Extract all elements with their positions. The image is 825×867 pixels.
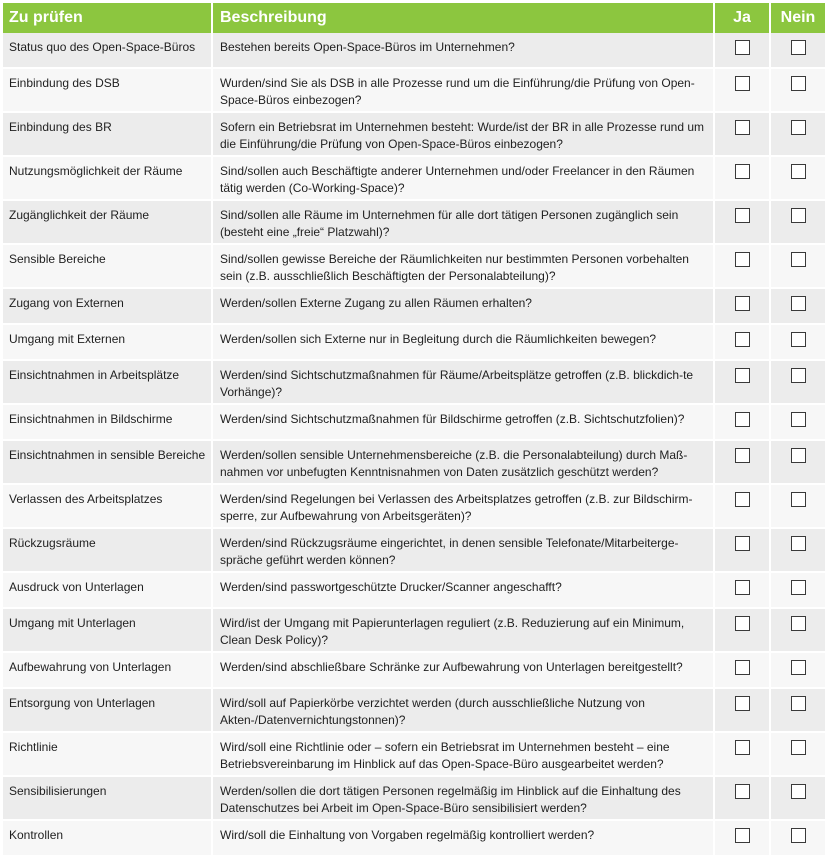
table-body: [3, 33, 825, 857]
yes-cell: [713, 69, 769, 111]
check-item-description: Werden/sollen sich Externe nur in Begleitung durch die Räumlichkeiten bewegen?: [211, 325, 713, 359]
yes-cell: [713, 573, 769, 607]
no-checkbox[interactable]: [791, 580, 806, 595]
table-row: [3, 69, 825, 113]
check-item-label: Zugänglichkeit der Räume: [9, 208, 150, 222]
yes-cell: [713, 777, 769, 819]
yes-checkbox[interactable]: [735, 536, 750, 551]
no-cell: [769, 441, 825, 483]
yes-checkbox[interactable]: [735, 580, 750, 595]
no-checkbox[interactable]: [791, 660, 806, 675]
table-row: [3, 485, 825, 529]
no-cell: [769, 69, 825, 111]
no-cell: [769, 245, 825, 287]
yes-cell: [713, 245, 769, 287]
yes-checkbox[interactable]: [735, 448, 750, 463]
table-row: [3, 573, 825, 609]
check-item-description: Werden/sind passwortgeschützte Drucker/Scanner angeschafft?: [211, 573, 713, 607]
no-checkbox[interactable]: [791, 252, 806, 267]
check-item-description: Wurden/sind Sie als DSB in alle Prozesse rund um die Einführung/die Prüfung von Open-Space-Büros einbezogen?: [211, 69, 713, 111]
yes-checkbox[interactable]: [735, 696, 750, 711]
check-item-label: Status quo des Open-Space-Büros: [9, 40, 196, 54]
table-row: [3, 777, 825, 821]
yes-cell: [713, 113, 769, 155]
no-checkbox[interactable]: [791, 40, 806, 55]
yes-cell: [713, 821, 769, 855]
yes-checkbox[interactable]: [735, 332, 750, 347]
check-item-label: Zugang von Externen: [9, 296, 124, 310]
table-row: [3, 653, 825, 689]
check-item-label: Sensible Bereiche: [9, 252, 106, 266]
no-checkbox[interactable]: [791, 448, 806, 463]
table-row: [3, 325, 825, 361]
check-item-description: Sind/sollen gewisse Bereiche der Räumlichkeiten nur bestimmten Personen vorbehalten sein (z.B. ausschließlich Beschäftigten der Personalabteilung)?: [211, 245, 713, 287]
yes-checkbox[interactable]: [735, 492, 750, 507]
no-cell: [769, 113, 825, 155]
yes-checkbox[interactable]: [735, 616, 750, 631]
check-item-label: Nutzungsmöglichkeit der Räume: [9, 164, 183, 178]
check-item-label: Aufbewahrung von Unterlagen: [9, 660, 172, 674]
no-cell: [769, 289, 825, 323]
table-header: [3, 3, 825, 33]
checklist-table: [3, 3, 825, 857]
check-item-description: Werden/sollen Externe Zugang zu allen Räumen erhalten?: [211, 289, 713, 323]
check-item-description: Wird/soll auf Papierkörbe verzichtet werden (durch ausschließliche Nutzung von Akten-/Datenvernichtungstonnen)?: [211, 689, 713, 731]
no-checkbox[interactable]: [791, 784, 806, 799]
check-item-label: Einbindung des DSB: [9, 76, 120, 90]
check-item-label: Einsichtnahmen in Arbeitsplätze: [9, 368, 180, 382]
yes-cell: [713, 157, 769, 199]
no-cell: [769, 573, 825, 607]
no-checkbox[interactable]: [791, 740, 806, 755]
table-row: [3, 113, 825, 157]
yes-checkbox[interactable]: [735, 76, 750, 91]
no-cell: [769, 653, 825, 687]
yes-cell: [713, 609, 769, 651]
yes-checkbox[interactable]: [735, 740, 750, 755]
yes-cell: [713, 289, 769, 323]
no-cell: [769, 361, 825, 403]
no-cell: [769, 529, 825, 571]
no-cell: [769, 777, 825, 819]
no-checkbox[interactable]: [791, 616, 806, 631]
no-checkbox[interactable]: [791, 164, 806, 179]
check-item-label: Entsorgung von Unterlagen: [9, 696, 156, 710]
check-item-description: Wird/soll eine Richtlinie oder – sofern ein Betriebsrat im Unternehmen besteht – eine Betriebsvereinbarung im Hinblick auf das Open-Space-Büro ausgearbeitet werden?: [211, 733, 713, 775]
no-checkbox[interactable]: [791, 536, 806, 551]
check-item-label: Verlassen des Arbeitsplatzes: [9, 492, 163, 506]
yes-checkbox[interactable]: [735, 660, 750, 675]
table-row: [3, 441, 825, 485]
check-item-label: Ausdruck von Unterlagen: [9, 580, 144, 594]
yes-cell: [713, 529, 769, 571]
table-row: [3, 821, 825, 857]
table-row: [3, 405, 825, 441]
yes-checkbox[interactable]: [735, 828, 750, 843]
no-checkbox[interactable]: [791, 412, 806, 427]
yes-cell: [713, 653, 769, 687]
table-row: [3, 609, 825, 653]
check-item-label: Rückzugsräume: [9, 536, 96, 550]
no-cell: [769, 405, 825, 439]
table-row: [3, 245, 825, 289]
header-check-column: Zu prüfen: [9, 9, 83, 26]
yes-checkbox[interactable]: [735, 296, 750, 311]
check-item-label: Sensibilisierungen: [9, 784, 107, 798]
yes-cell: [713, 201, 769, 243]
table-row: [3, 361, 825, 405]
no-checkbox[interactable]: [791, 828, 806, 843]
no-checkbox[interactable]: [791, 332, 806, 347]
check-item-description: Wird/soll die Einhaltung von Vorgaben regelmäßig kontrolliert werden?: [211, 821, 713, 855]
header-description-column: Beschreibung: [211, 3, 713, 33]
table-row: [3, 201, 825, 245]
check-item-description: Sind/sollen alle Räume im Unternehmen für alle dort tätigen Personen zugänglich sein (besteht eine „freie“ Platzwahl)?: [211, 201, 713, 243]
yes-cell: [713, 441, 769, 483]
header-no-column: Nein: [769, 3, 825, 33]
table-row: [3, 157, 825, 201]
yes-checkbox[interactable]: [735, 784, 750, 799]
check-item-description: Sofern ein Betriebsrat im Unternehmen besteht: Wurde/ist der BR in alle Prozesse rund um die Einführung/die Prüfung von Open-Space-Büros einbezogen?: [211, 113, 713, 155]
no-cell: [769, 325, 825, 359]
check-item-label: Umgang mit Externen: [9, 332, 126, 346]
table-row: [3, 733, 825, 777]
yes-cell: [713, 485, 769, 527]
yes-cell: [713, 33, 769, 67]
no-cell: [769, 201, 825, 243]
check-item-description: Sind/sollen auch Beschäftigte anderer Unternehmen und/oder Freelancer in den Räumen tätig werden (Co-Working-Space)?: [211, 157, 713, 199]
check-item-description: Bestehen bereits Open-Space-Büros im Unternehmen?: [211, 33, 713, 67]
yes-checkbox[interactable]: [735, 368, 750, 383]
yes-checkbox[interactable]: [735, 208, 750, 223]
table-row: [3, 529, 825, 573]
yes-cell: [713, 405, 769, 439]
no-cell: [769, 485, 825, 527]
no-checkbox[interactable]: [791, 696, 806, 711]
check-item-description: Wird/ist der Umgang mit Papierunterlagen reguliert (z.B. Reduzierung auf ein Minimum, Clean Desk Policy)?: [211, 609, 713, 651]
no-cell: [769, 821, 825, 855]
no-checkbox[interactable]: [791, 296, 806, 311]
check-item-label: Einsichtnahmen in Bildschirme: [9, 412, 173, 426]
check-item-label: Einbindung des BR: [9, 120, 112, 134]
check-item-label: Kontrollen: [9, 828, 64, 842]
table-row: [3, 33, 825, 69]
check-item-label: Einsichtnahmen in sensible Bereiche: [9, 448, 206, 462]
yes-checkbox[interactable]: [735, 164, 750, 179]
no-cell: [769, 733, 825, 775]
check-item-description: Werden/sind Regelungen bei Verlassen des Arbeitsplatzes getroffen (z.B. zur Bildschirm-sperre, zur Aufbewahrung von Arbeitsgeräten)?: [211, 485, 713, 527]
yes-cell: [713, 361, 769, 403]
check-item-label: Richtlinie: [9, 740, 58, 754]
no-cell: [769, 609, 825, 651]
yes-cell: [713, 325, 769, 359]
header-yes-column: Ja: [713, 3, 769, 33]
yes-checkbox[interactable]: [735, 120, 750, 135]
no-cell: [769, 689, 825, 731]
table-row: [3, 289, 825, 325]
yes-checkbox[interactable]: [735, 412, 750, 427]
no-cell: [769, 33, 825, 67]
no-checkbox[interactable]: [791, 76, 806, 91]
check-item-description: Werden/sollen sensible Unternehmensbereiche (z.B. die Personalabteilung) durch Maß-nahmen vor unbefugten Kenntnisnahmen von Daten zusätzlich geschützt werden?: [211, 441, 713, 483]
yes-checkbox[interactable]: [735, 252, 750, 267]
check-item-description: Werden/sind Sichtschutzmaßnahmen für Räume/Arbeitsplätze getroffen (z.B. blickdich-te Vorhänge)?: [211, 361, 713, 403]
yes-checkbox[interactable]: [735, 40, 750, 55]
no-cell: [769, 157, 825, 199]
no-checkbox[interactable]: [791, 492, 806, 507]
table-row: [3, 689, 825, 733]
check-item-description: Werden/sind abschließbare Schränke zur Aufbewahrung von Unterlagen bereitgestellt?: [211, 653, 713, 687]
check-item-description: Werden/sind Sichtschutzmaßnahmen für Bildschirme getroffen (z.B. Sichtschutzfolien)?: [211, 405, 713, 439]
check-item-description: Werden/sind Rückzugsräume eingerichtet, in denen sensible Telefonate/Mitarbeiterge-spräche geführt werden können?: [211, 529, 713, 571]
check-item-description: Werden/sollen die dort tätigen Personen regelmäßig im Hinblick auf die Einhaltung des Datenschutzes bei Arbeit im Open-Space-Büro sensibilisiert werden?: [211, 777, 713, 819]
check-item-label: Umgang mit Unterlagen: [9, 616, 136, 630]
yes-cell: [713, 733, 769, 775]
no-checkbox[interactable]: [791, 368, 806, 383]
no-checkbox[interactable]: [791, 120, 806, 135]
yes-cell: [713, 689, 769, 731]
no-checkbox[interactable]: [791, 208, 806, 223]
